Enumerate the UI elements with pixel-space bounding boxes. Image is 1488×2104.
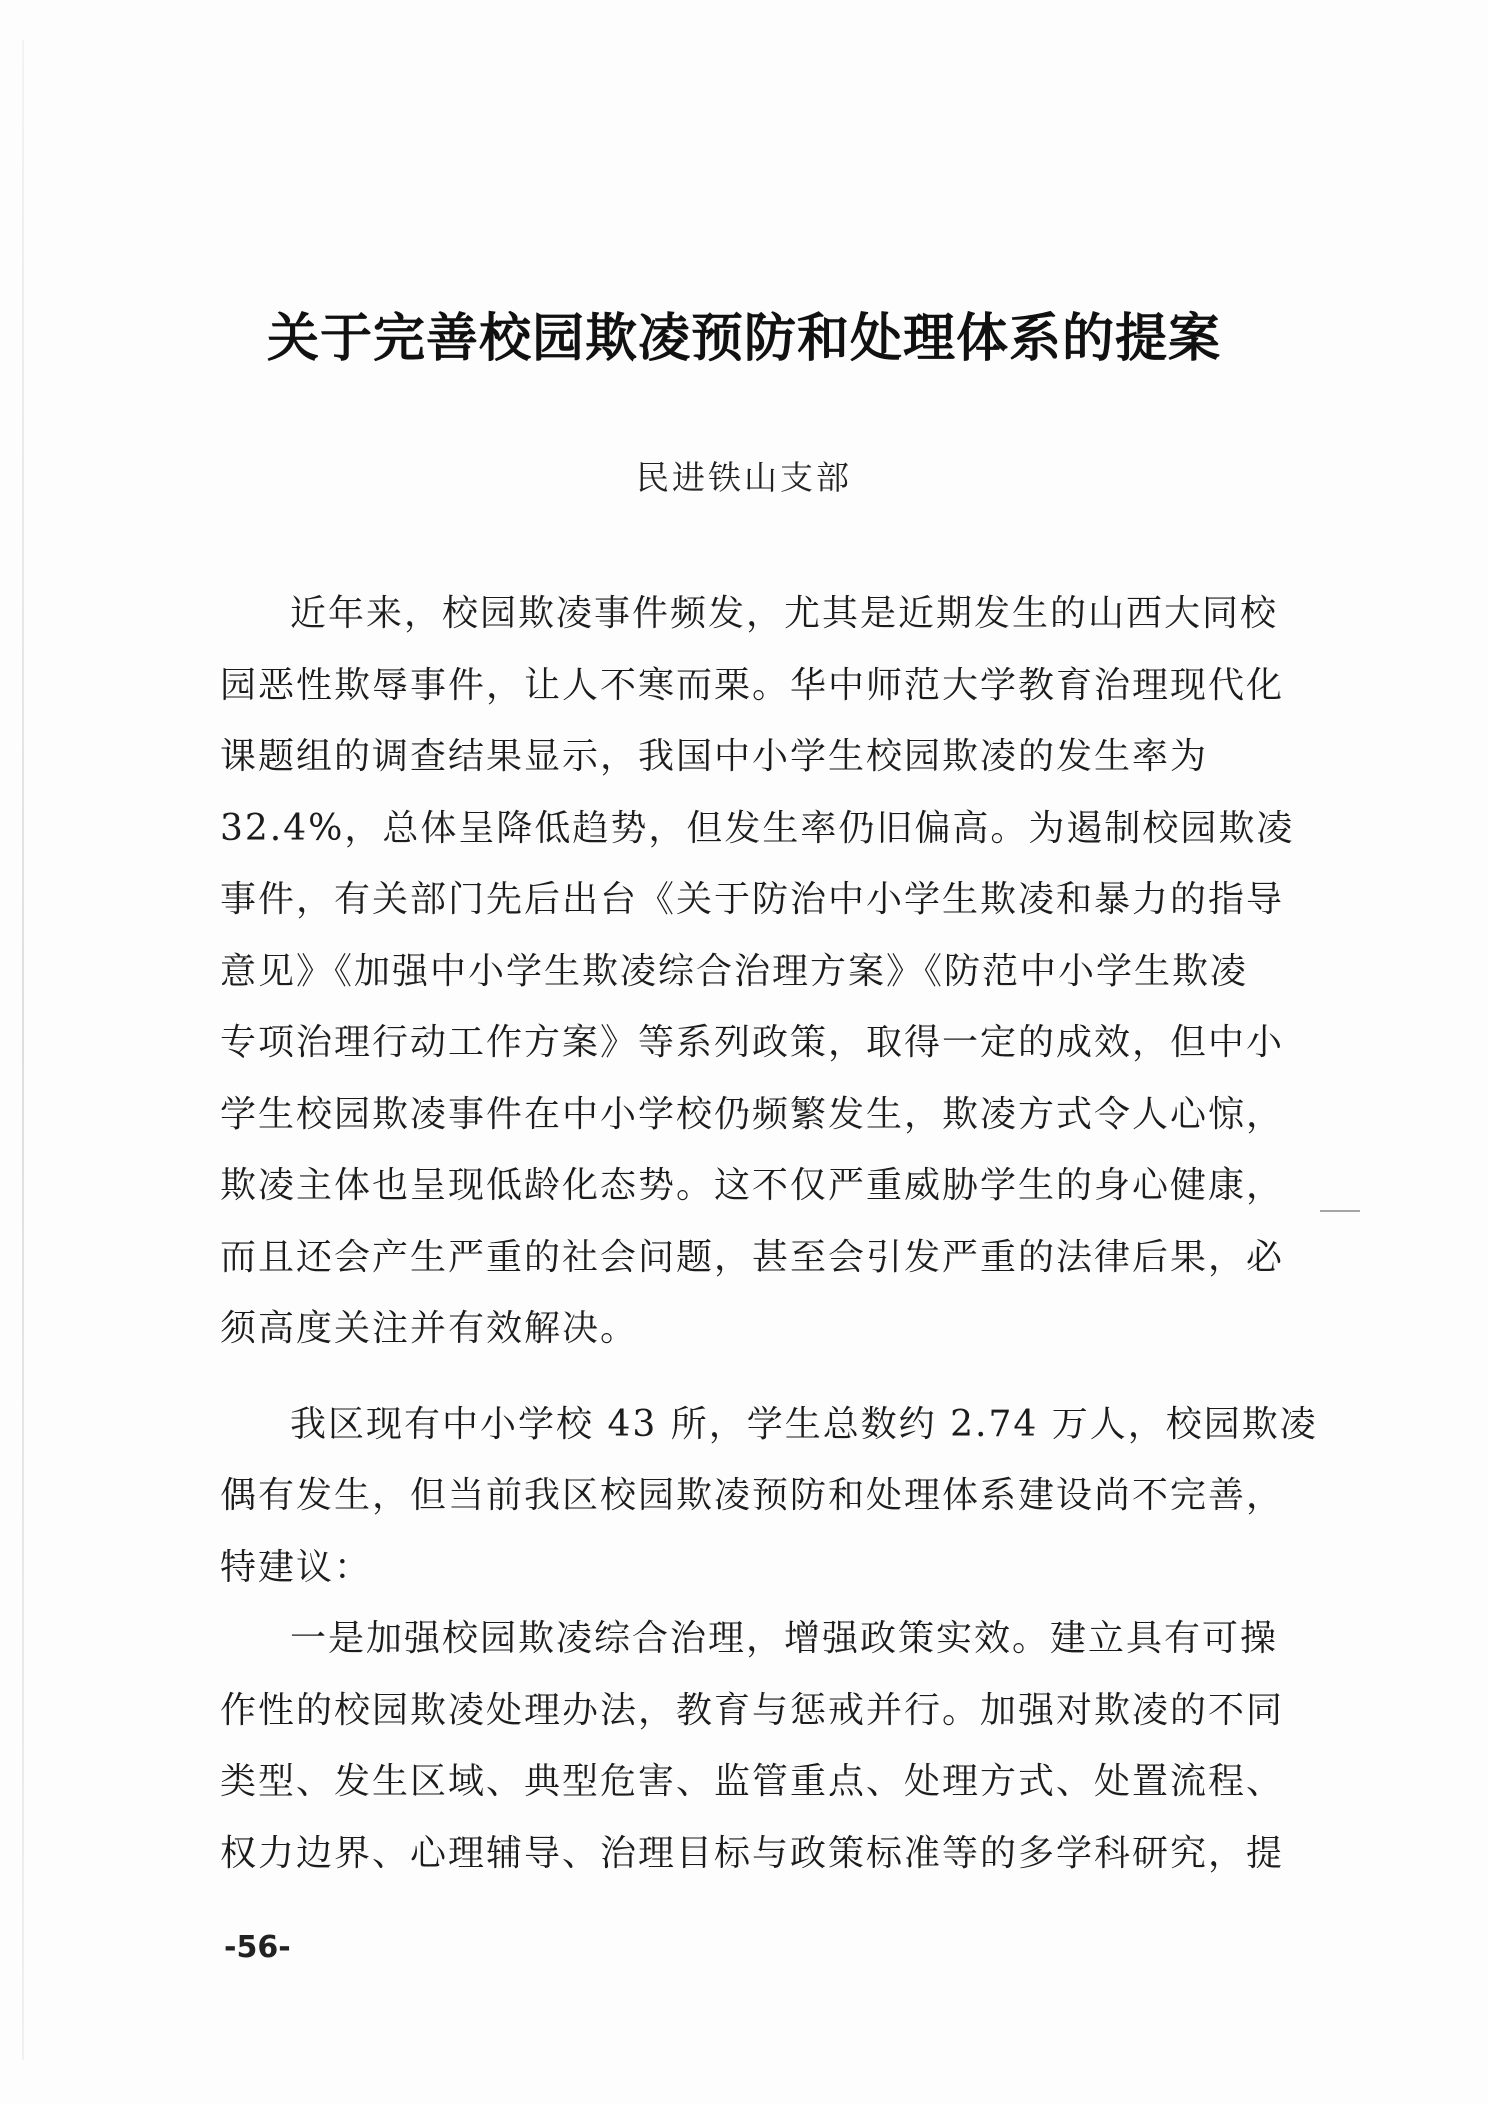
text-line: 意见》《加强中小学生欺凌综合治理方案》《防范中小学生欺凌 <box>220 950 1249 992</box>
text-line: 园恶性欺辱事件，让人不寒而栗。华中师范大学教育治理现代化 <box>220 664 1285 706</box>
text-line: 一是加强校园欺凌综合治理，增强政策实效。建立具有可操 <box>290 1618 1279 1659</box>
text-line: 特建议： <box>220 1546 373 1588</box>
paragraph-gap <box>220 1365 1282 1389</box>
document-title: 关于完善校园欺凌预防和处理体系的提案 <box>266 309 1221 369</box>
text-line: 32.4%，总体呈降低趋势，但发生率仍旧偏高。为遏制校园欺凌 <box>220 807 1295 849</box>
text-line: 专项治理行动工作方案》等系列政策，取得一定的成效，但中小 <box>220 1022 1285 1063</box>
text-line: 权力边界、心理辅导、治理目标与政策标准等的多学科研究，提 <box>220 1832 1285 1874</box>
text-line: 近年来，校园欺凌事件频发，尤其是近期发生的山西大同校 <box>290 593 1279 634</box>
text-line: 须高度关注并有效解决。 <box>220 1308 639 1349</box>
text-line: 类型、发生区域、典型危害、监管重点、处理方式、处置流程、 <box>220 1761 1285 1802</box>
paragraph-suggestion-one <box>220 1603 1285 1889</box>
body-text <box>220 578 1318 1889</box>
text-line: 事件，有关部门先后出台《关于防治中小学生欺凌和暴力的指导 <box>220 879 1285 920</box>
text-line: 而且还会产生严重的社会问题，甚至会引发严重的法律后果，必 <box>220 1236 1285 1278</box>
text-line: 作性的校园欺凌处理办法，教育与惩戒并行。加强对欺凌的不同 <box>220 1689 1285 1731</box>
scan-stray-mark <box>1320 1210 1360 1212</box>
author-line: 民进铁山支部 <box>636 458 852 497</box>
text-line: 欺凌主体也呈现低龄化态势。这不仅严重威胁学生的身心健康， <box>220 1165 1285 1206</box>
text-line: 偶有发生，但当前我区校园欺凌预防和处理体系建设尚不完善， <box>220 1475 1285 1516</box>
paragraph-district <box>220 1389 1318 1604</box>
text-line: 课题组的调查结果显示，我国中小学生校园欺凌的发生率为 <box>220 736 1209 777</box>
text-line: 学生校园欺凌事件在中小学校仍频繁发生，欺凌方式令人心惊， <box>220 1093 1285 1135</box>
paragraph-intro <box>220 578 1295 1365</box>
page-number: -56- <box>224 1930 291 1965</box>
text-line: 我区现有中小学校 43 所，学生总数约 2.74 万人，校园欺凌 <box>290 1403 1318 1445</box>
